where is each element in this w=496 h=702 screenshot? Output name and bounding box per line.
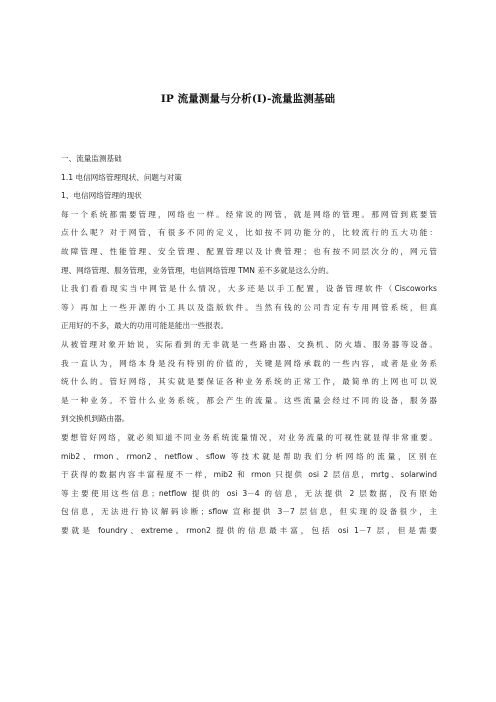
paragraph-line: mib2、rmon、rmon2、netflow、sflow 等技术就是帮助我们分析网络的流量，区别在 [61,451,437,461]
paragraph-line: 每一个系统都需要管理，网络也一样。经常说的网管，就是网络的管理。那网管到底要管 [61,209,437,219]
paragraph-line: 理、网络管理、服务管理，业务管理，电信网络管理 TMN 差不多就是这么分的。 [61,265,334,275]
paragraph-line: 等主要使用这些信息；netflow 提供的 osi 3－4 的信息，无法提供 2 层数据，没有原始 [61,488,437,498]
paragraph-line: 正用好的不多，最大的功用可能是能出一些报表。 [61,321,229,331]
paragraph-line: 点什么呢？对于网管，有很多不同的定义，比如按不同功能分的，比较流行的五大功能： [61,228,437,238]
paragraph-3 [61,336,437,429]
paragraph-line: 于获得的数据内容丰富程度不一样，mib2 和 rmon 只提供 osi 2 层信息，mrtg、solarwind [61,470,437,480]
subsection-heading: 1.1 电信网络管理现状、问题与对策 [61,172,182,182]
document-title: IP 流量测量与分析(I)-流量监测基础 [160,93,336,105]
paragraph-line: 到交换机到路由器。 [61,414,130,424]
subsubsection-heading: 1、电信网络管理的现状 [61,191,142,201]
paragraph-line: 等）再加上一些开源的小工具以及盗版软件。当然有钱的公司肯定有专用网管系统，但真 [61,302,437,312]
paragraph-line: 统什么的。管好网络，其实就是要保证各种业务系统的正常工作，最简单的上网也可以说 [61,377,437,387]
paragraph-4 [61,429,437,541]
paragraph-line: 包信息，无法进行协议解码诊断；sflow 宣称提供 3－7 层信息，但实现的设备很少，主 [61,507,437,517]
paragraph-line: 要就是 foundry、extreme。rmon2 提供的信息最丰富，包括 osi 1－7 层，但是需要 [61,525,437,535]
section-heading: 一、流量监测基础 [61,154,122,163]
document-body [61,150,437,540]
paragraph-2 [61,280,437,336]
paragraph-line: 让我们看看现实当中网管是什么情况，大多还是以手工配置，设备管理软件（Ciscoworks [61,284,437,294]
paragraph-line: 从被管理对象开始说，实际看到的无非就是一些路由器、交换机、防火墙、服务器等设备。 [61,339,437,349]
paragraph-line: 我一直认为，网络本身是没有特别的价值的，关键是网络承载的一些内容，或者是业务系 [61,358,437,368]
paragraph-line: 要想管好网络，就必须知道不同业务系统流量情况，对业务流量的可视性就显得非常重要。 [61,432,437,442]
paragraph-line: 是一种业务。不管什么业务系统，都会产生的流量。这些流量会经过不同的设备，服务器 [61,395,437,405]
paragraph-line: 故障管理、性能管理、安全管理、配置管理以及计费管理；也有按不同层次分的，网元管 [61,246,437,256]
paragraph-1 [61,206,437,280]
